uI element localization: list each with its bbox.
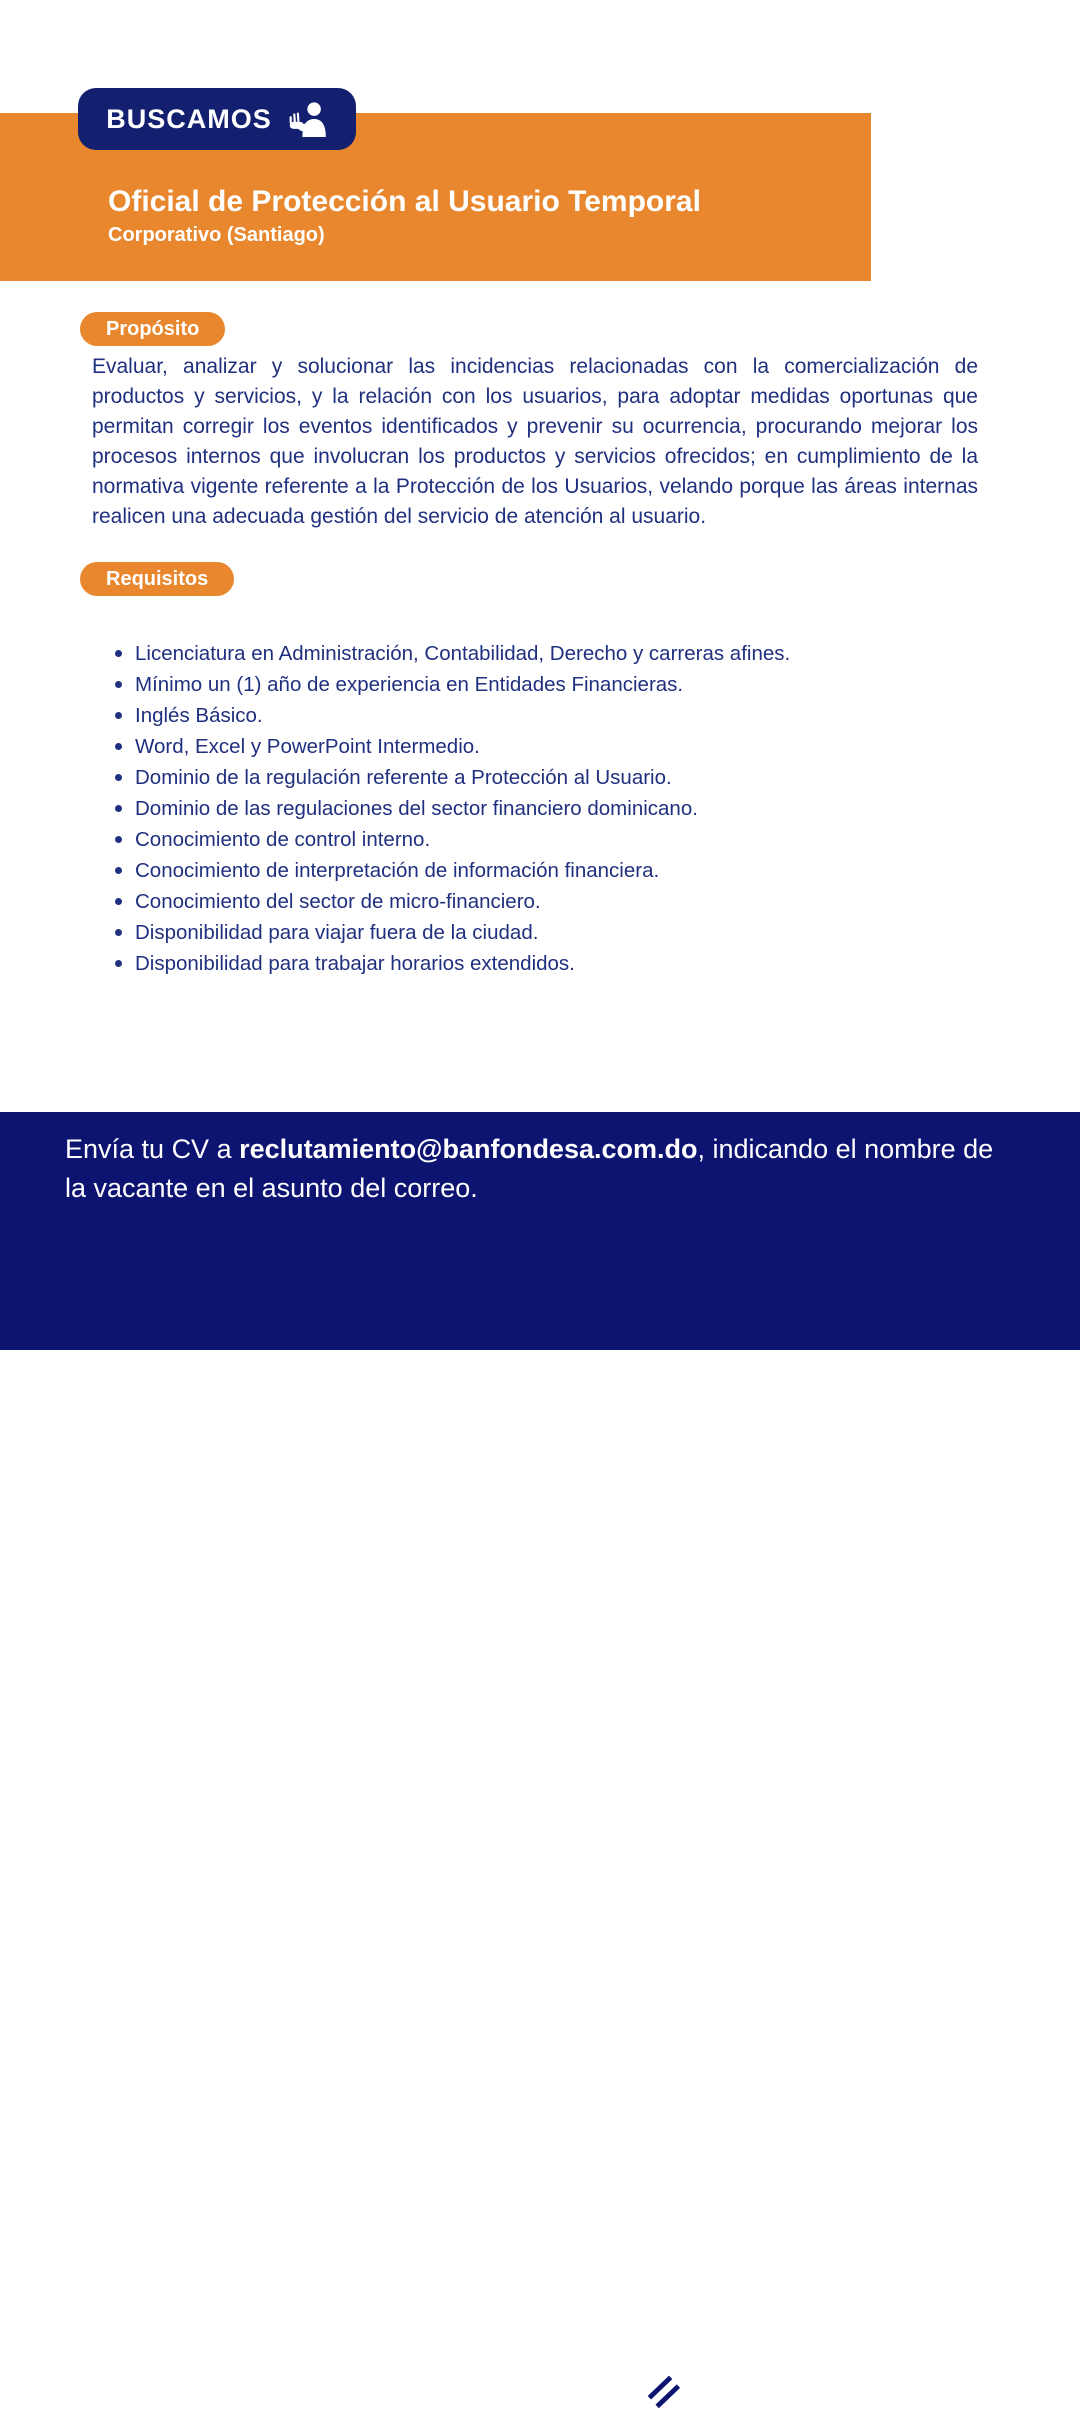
list-item: Conocimiento de interpretación de información financiera.: [113, 855, 953, 886]
list-item: Conocimiento de control interno.: [113, 824, 953, 855]
banfondesa-diamond-icon: [630, 2354, 692, 2429]
list-item: Word, Excel y PowerPoint Intermedio.: [113, 731, 953, 762]
proposito-text: Evaluar, analizar y solucionar las incidencias relacionadas con la comercialización de productos y servicios, y la relación con los usuarios, para adoptar medidas oportunas que permitan corregir los eventos identificados y prevenir su ocurrencia, procurando mejorar los procesos internos que involucran los productos y servicios ofrecidos; en cumplimiento de la normativa vigente referente a la Protección de los Usuarios, velando porque las áreas internas realicen una adecuada gestión del servicio de atención al usuario.: [92, 352, 978, 532]
email-address[interactable]: reclutamiento@banfondesa.com.do: [239, 1134, 697, 1164]
footer: [0, 1112, 1080, 1350]
waving-person-icon: [284, 101, 328, 137]
banfondesa-wordmark: BANFONDESA®: [696, 2352, 1008, 2399]
list-item: Mínimo un (1) año de experiencia en Entidades Financieras.: [113, 669, 953, 700]
banfondesa-logo: [628, 2350, 1010, 2432]
requisitos-list: [113, 638, 953, 979]
proposito-pill: Propósito: [80, 312, 225, 346]
list-item: Dominio de las regulaciones del sector financiero dominicano.: [113, 793, 953, 824]
requisitos-pill: Requisitos: [80, 562, 234, 596]
logo-divider: [698, 2398, 1004, 2401]
registered-mark: ®: [995, 2359, 1005, 2374]
cv-suffix: , indicando el nombre de la vacante en el asunto del correo.: [65, 1134, 993, 1203]
job-subtitle: Corporativo (Santiago): [108, 224, 871, 247]
logo-tagline: El banco de la familia y la microempresa: [698, 2402, 1004, 2422]
job-title: Oficial de Protección al Usuario Temporal: [108, 185, 871, 219]
list-item: Dominio de la regulación referente a Protección al Usuario.: [113, 762, 953, 793]
cv-instructions: [65, 1130, 1015, 1208]
list-item: Inglés Básico.: [113, 700, 953, 731]
list-item: Licenciatura en Administración, Contabilidad, Derecho y carreras afines.: [113, 638, 953, 669]
cv-prefix: Envía tu CV a: [65, 1134, 239, 1164]
buscamos-label: BUSCAMOS: [106, 104, 272, 135]
list-item: Conocimiento del sector de micro-financiero.: [113, 886, 953, 917]
buscamos-badge: [78, 88, 356, 150]
list-item: Disponibilidad para trabajar horarios extendidos.: [113, 948, 953, 979]
list-item: Disponibilidad para viajar fuera de la ciudad.: [113, 917, 953, 948]
